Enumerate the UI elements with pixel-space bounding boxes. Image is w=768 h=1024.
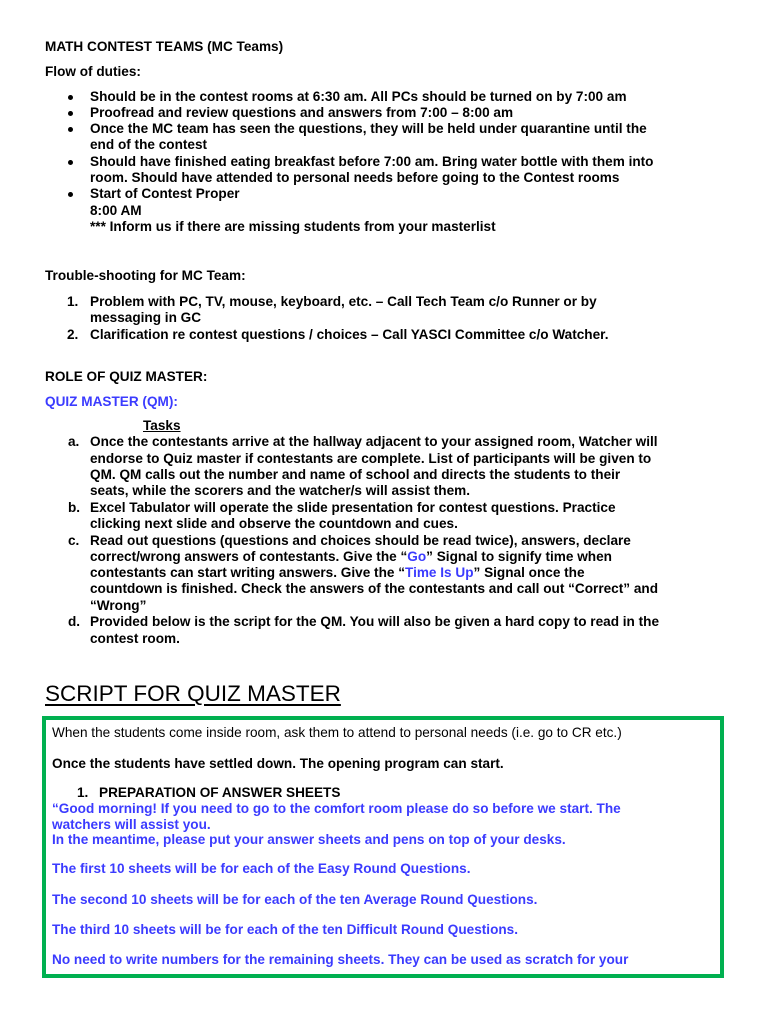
task-item: Read out questions (questions and choices should be read twice), answers, declare: [90, 533, 631, 548]
task-text: correct/wrong answers of contestants. Give the “: [90, 549, 408, 564]
script-blue-line: In the meantime, please put your answer sheets and pens on top of your desks.: [52, 832, 566, 847]
document-heading: MATH CONTEST TEAMS (MC Teams): [45, 39, 284, 54]
task-item-continued: QM. QM calls out the number and name of school and directs the students to their: [90, 467, 621, 482]
troubleshooting-item: Problem with PC, TV, mouse, keyboard, etc. – Call Tech Team c/o Runner or by: [90, 294, 597, 309]
task-text: ” Signal once the: [473, 565, 585, 580]
bullet-icon: [68, 127, 73, 132]
troubleshooting-item-continued: messaging in GC: [90, 310, 202, 325]
script-blue-line: “Good morning! If you need to go to the comfort room please do so before we start. The: [52, 801, 621, 816]
duty-item-continued: *** Inform us if there are missing students from your masterlist: [90, 219, 496, 234]
duty-item: Proofread and review questions and answers from 7:00 – 8:00 am: [90, 105, 514, 120]
tasks-label: Tasks: [143, 418, 181, 433]
go-signal-word: Go: [407, 549, 427, 564]
flow-heading: Flow of duties:: [45, 64, 141, 79]
bullet-icon: [68, 95, 73, 100]
task-item-continued: contest room.: [90, 631, 180, 646]
task-item-continued: countdown is finished. Check the answers of the contestants and call out “Correct” and: [90, 581, 659, 596]
duty-item: Start of Contest Proper: [90, 186, 240, 201]
bullet-icon: [68, 111, 73, 116]
duty-item-continued: 8:00 AM: [90, 203, 142, 218]
script-blue-line: The second 10 sheets will be for each of the ten Average Round Questions.: [52, 892, 538, 907]
task-text: ” Signal to signify time when: [426, 549, 612, 564]
script-settled: Once the students have settled down. The opening program can start.: [52, 756, 504, 771]
section-number: 1.: [77, 785, 89, 800]
qm-heading: QUIZ MASTER (QM):: [45, 394, 178, 409]
task-item: Once the contestants arrive at the hallway adjacent to your assigned room, Watcher will: [90, 434, 658, 449]
list-number: 2.: [67, 327, 79, 342]
task-item-continued: clicking next slide and observe the countdown and cues.: [90, 516, 458, 531]
script-blue-line: The third 10 sheets will be for each of the ten Difficult Round Questions.: [52, 922, 519, 937]
list-number: 1.: [67, 294, 79, 309]
task-item: Excel Tabulator will operate the slide presentation for contest questions. Practice: [90, 500, 616, 515]
task-text: contestants can start writing answers. Give the “: [90, 565, 406, 580]
section-title: PREPARATION OF ANSWER SHEETS: [99, 785, 341, 800]
bullet-icon: [68, 160, 73, 165]
task-item-continued: [90, 565, 585, 581]
task-letter: b.: [68, 500, 81, 515]
duty-item: Once the MC team has seen the questions, they will be held under quarantine until the: [90, 121, 647, 136]
script-title: SCRIPT FOR QUIZ MASTER: [45, 681, 341, 706]
troubleshooting-item: Clarification re contest questions / choices – Call YASCI Committee c/o Watcher.: [90, 327, 609, 342]
script-blue-line: watchers will assist you.: [52, 817, 211, 832]
task-item-continued: seats, while the scorers and the watcher/s will assist them.: [90, 483, 471, 498]
script-box: [42, 716, 724, 978]
script-intro: When the students come inside room, ask them to attend to personal needs (i.e. go to CR etc.): [52, 725, 622, 740]
task-letter: c.: [68, 533, 80, 548]
script-blue-line: The first 10 sheets will be for each of the Easy Round Questions.: [52, 861, 471, 876]
task-item-continued: [90, 549, 612, 565]
troubleshooting-heading: Trouble-shooting for MC Team:: [45, 268, 246, 283]
bullet-icon: [68, 192, 73, 197]
duty-item: Should have finished eating breakfast before 7:00 am. Bring water bottle with them into: [90, 154, 654, 169]
duty-item-continued: end of the contest: [90, 137, 208, 152]
task-item: Provided below is the script for the QM. You will also be given a hard copy to read in the: [90, 614, 660, 629]
role-heading: ROLE OF QUIZ MASTER:: [45, 369, 208, 384]
task-item-continued: endorse to Quiz master if contestants are complete. List of participants will be given to: [90, 451, 652, 466]
duty-item: Should be in the contest rooms at 6:30 am. All PCs should be turned on by 7:00 am: [90, 89, 627, 104]
duty-item-continued: room. Should have attended to personal needs before going to the Contest rooms: [90, 170, 620, 185]
task-letter: d.: [68, 614, 81, 629]
time-is-up-signal-word: Time Is Up: [405, 565, 474, 580]
script-blue-line: No need to write numbers for the remaining sheets. They can be used as scratch for your: [52, 952, 629, 967]
task-item-continued: “Wrong”: [90, 598, 147, 613]
task-letter: a.: [68, 434, 80, 449]
